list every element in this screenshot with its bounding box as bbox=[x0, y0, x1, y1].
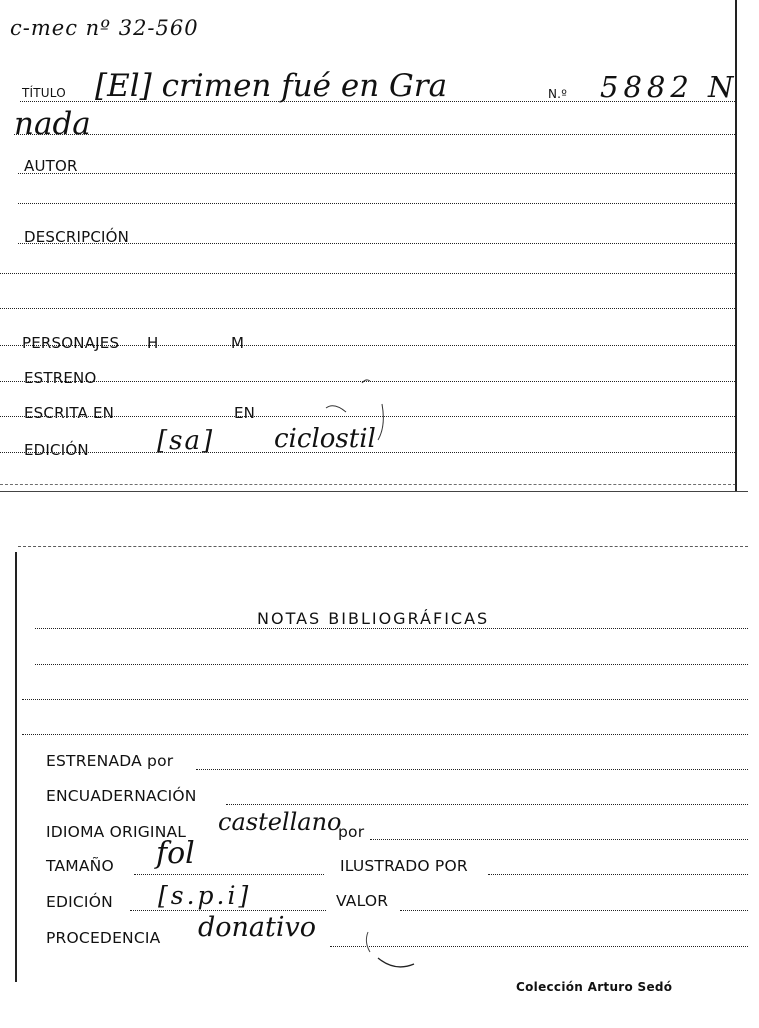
autor-label: AUTOR bbox=[24, 157, 78, 175]
numero-value: 5882 N bbox=[600, 70, 739, 104]
en-label: EN bbox=[234, 404, 256, 422]
idioma-original-value: castellano bbox=[218, 808, 342, 836]
procedencia-value: donativo bbox=[198, 912, 317, 943]
notas-bibliograficas-header: NOTAS BIBLIOGRÁFICAS bbox=[257, 609, 490, 628]
idioma-original-label: IDIOMA ORIGINAL bbox=[46, 823, 187, 841]
titulo-value-continued: nada bbox=[14, 106, 91, 142]
coleccion-footer: Colección Arturo Sedó bbox=[516, 980, 673, 994]
titulo-label: TÍTULO bbox=[22, 86, 66, 100]
idioma-por-label: por bbox=[338, 823, 365, 841]
edicion-value-bottom: [s.p.i] bbox=[158, 881, 252, 910]
estreno-label: ESTRENO bbox=[24, 369, 97, 387]
titulo-value: [El] crimen fué en Gra bbox=[95, 68, 448, 104]
valor-label: VALOR bbox=[336, 892, 389, 910]
numero-label: N.º bbox=[548, 87, 568, 101]
procedencia-label: PROCEDENCIA bbox=[46, 929, 161, 947]
reference-number: c-mec nº 32-560 bbox=[10, 16, 199, 40]
descripcion-label: DESCRIPCIÓN bbox=[24, 228, 130, 246]
estrenada-label: ESTRENADA por bbox=[46, 752, 174, 770]
edicion-extra: ciclostil bbox=[274, 424, 376, 454]
catalog-card-bottom bbox=[0, 540, 759, 1028]
tamano-label: TAMAÑO bbox=[46, 857, 114, 875]
ilustrado-por-label: ILUSTRADO POR bbox=[340, 857, 468, 875]
personajes-label: PERSONAJES bbox=[22, 334, 120, 352]
personajes-m-label: M bbox=[231, 334, 245, 352]
tamano-value: fol bbox=[156, 836, 195, 871]
top-card-pen-marks bbox=[0, 0, 759, 500]
escrita-en-label: ESCRITA EN bbox=[24, 404, 115, 422]
edicion-label-bottom: EDICIÓN bbox=[46, 893, 113, 911]
personajes-h-label: H bbox=[147, 334, 159, 352]
pen-mark-decoration bbox=[0, 540, 759, 1028]
edicion-label: EDICIÓN bbox=[24, 441, 89, 459]
encuadernacion-label: ENCUADERNACIÓN bbox=[46, 787, 197, 805]
edicion-value: [sa] bbox=[157, 426, 215, 456]
